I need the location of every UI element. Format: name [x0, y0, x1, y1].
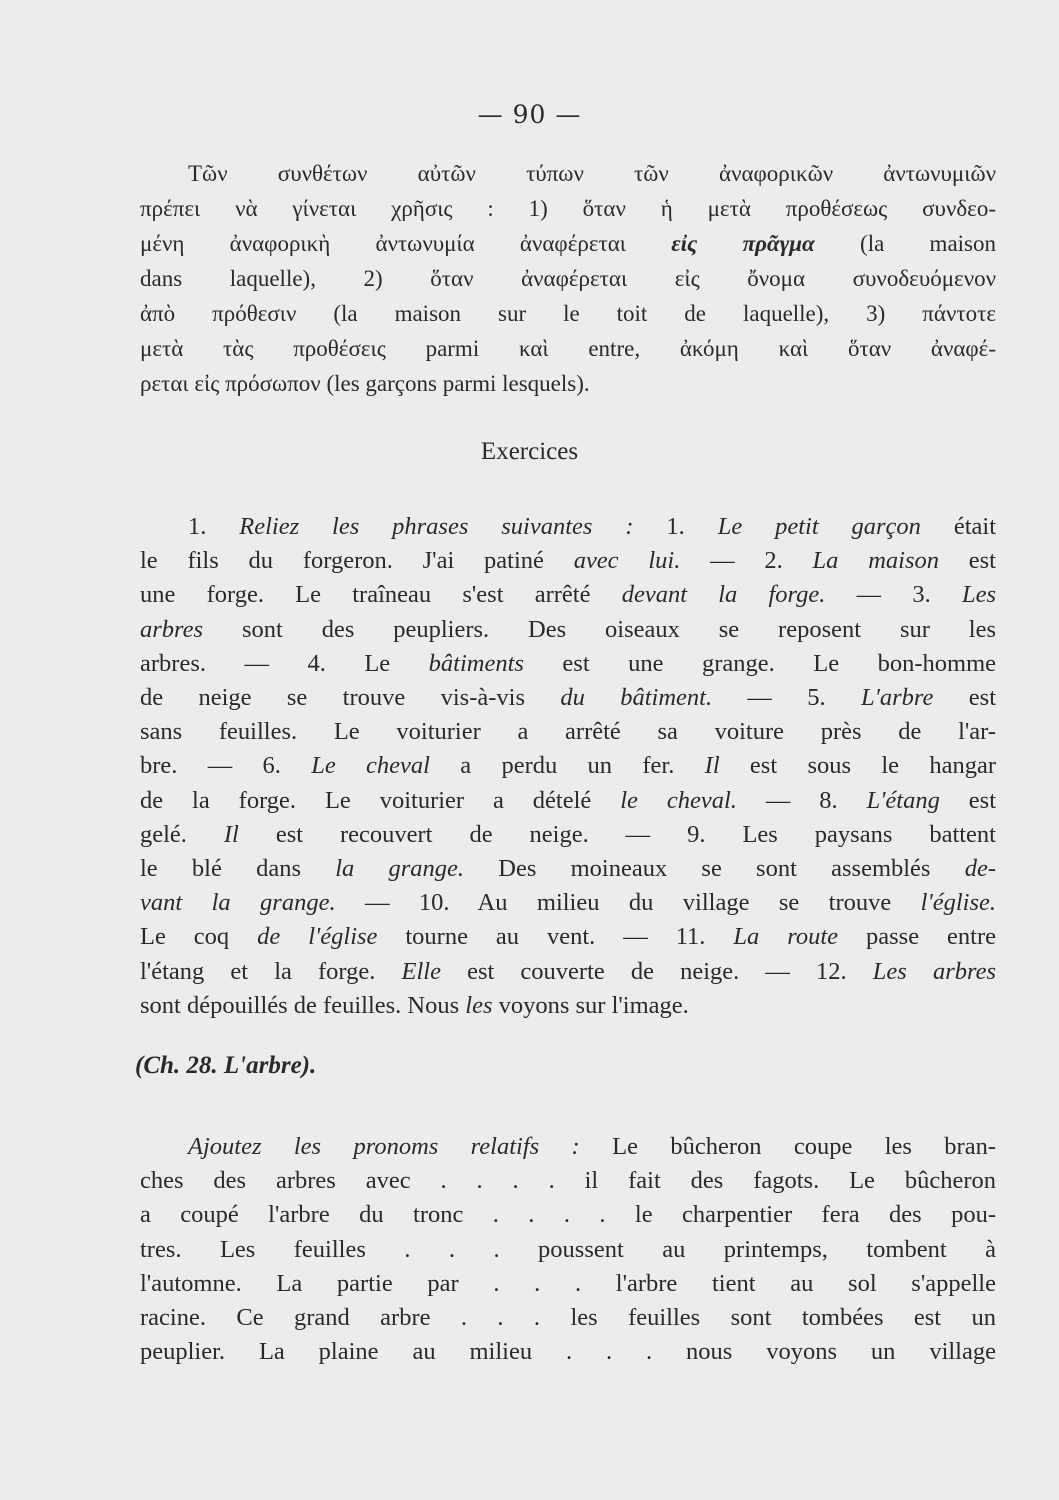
text-line: [140, 613, 996, 647]
text-span: est: [939, 786, 997, 814]
text-line: [140, 989, 996, 1023]
exercise-instruction: Reliez les phrases suivantes :: [239, 513, 634, 540]
text-line: [140, 852, 996, 886]
italic-text: Il: [223, 820, 239, 848]
text-span: le blé dans: [140, 855, 336, 883]
text-span: — 2.: [680, 547, 813, 575]
emphasis-text: εἰς πρᾶγμα: [671, 231, 815, 256]
text-line: [140, 681, 996, 715]
text-span: arbres. — 4. Le: [140, 649, 429, 677]
italic-text: L'arbre: [861, 684, 934, 712]
italic-text: Les arbres: [872, 957, 997, 985]
text-span: — 3.: [825, 581, 962, 609]
exercise-1: [140, 510, 996, 1023]
text-span: passe entre: [838, 923, 996, 951]
text-span: est une grange. Le bon-homme: [523, 649, 996, 677]
text-span: le fils du forgeron. J'ai patiné: [140, 547, 574, 575]
exercise-instruction: Ajoutez les pronoms relatifs :: [188, 1133, 580, 1160]
text-span: tourne au vent. — 11.: [377, 923, 734, 951]
text-span: bre. — 6.: [140, 752, 312, 780]
text-line: ρεται εἰς πρόσωπον (les garçons parmi lesquels).: [140, 371, 590, 396]
text-span: — 8.: [736, 786, 867, 814]
text-span: était: [920, 513, 997, 540]
italic-text: Elle: [401, 957, 441, 985]
text-line: [140, 818, 996, 852]
section-title: (Ch. 28. L'arbre).: [135, 1052, 317, 1079]
text-span: est sous le hangar: [719, 752, 996, 780]
italic-text: la grange.: [335, 855, 465, 883]
text-line: [140, 1130, 996, 1164]
italic-text: Le petit garçon: [717, 513, 921, 540]
italic-text: Il: [704, 752, 720, 780]
text-span: μένη ἀναφορικὴ ἀντωνυμία ἀναφέρεται: [140, 231, 672, 256]
exercise-number: 1.: [188, 513, 240, 540]
text-span: (la maison: [814, 231, 996, 256]
italic-text: La route: [733, 923, 839, 951]
text-span: a perdu un fer.: [429, 752, 705, 780]
page-number: — 90 —: [477, 100, 582, 129]
exercises-heading: Exercices: [480, 438, 579, 465]
text-span: Le bûcheron coupe les bran-: [579, 1133, 997, 1160]
text-line: [140, 510, 996, 544]
text-span: 1.: [633, 513, 718, 540]
italic-text: L'étang: [866, 786, 940, 814]
text-line: [140, 886, 996, 920]
text-line: [140, 544, 996, 578]
italic-text: arbres: [140, 615, 204, 643]
text-line: [140, 749, 996, 783]
italic-text: Le cheval: [311, 752, 430, 780]
italic-text: les: [465, 991, 493, 1019]
text-span: Des moineaux se sont assemblés: [464, 855, 965, 883]
text-line: tres. Les feuilles . . . poussent au printemps, tombent à: [140, 1235, 996, 1263]
text-line: sans feuilles. Le voiturier a arrêté sa voiture près de l'ar-: [140, 718, 996, 746]
text-span: de neige se trouve vis-à-vis: [140, 684, 561, 712]
text-span: est couverte de neige. — 12.: [440, 957, 873, 985]
text-span: une forge. Le traîneau s'est arrêté: [140, 581, 622, 609]
italic-text: bâtiments: [428, 649, 524, 677]
text-span: est recouvert de neige. — 9. Les paysans battent: [238, 820, 996, 848]
text-span: — 5.: [712, 684, 862, 712]
text-span: gelé.: [140, 820, 224, 848]
italic-text: le cheval.: [620, 786, 737, 814]
text-span: de la forge. Le voiturier a dételé: [140, 786, 621, 814]
text-line: [140, 156, 996, 191]
text-span: est: [933, 684, 997, 712]
text-line: [140, 784, 996, 818]
text-line: [140, 226, 996, 261]
italic-text: de-: [964, 855, 996, 883]
italic-text: avec lui.: [573, 547, 681, 575]
greek-paragraph: [140, 156, 996, 401]
text-line: peuplier. La plaine au milieu . . . nous voyons un village: [140, 1338, 996, 1366]
text-line: [140, 920, 996, 954]
text-span: voyons sur l'image.: [492, 991, 689, 1019]
text-span: l'étang et la forge.: [140, 957, 402, 985]
text-span: sont dépouillés de feuilles. Nous: [140, 991, 466, 1019]
text-span: Τῶν συνθέτων αὐτῶν τύπων τῶν ἀναφορικῶν ἀντωνυμιῶν: [188, 161, 996, 186]
italic-text: l'église.: [920, 889, 996, 917]
text-span: Le coq: [140, 923, 258, 951]
italic-text: devant la forge.: [621, 581, 826, 609]
text-span: sont des peupliers. Des oiseaux se reposent sur les: [203, 615, 996, 643]
text-line: l'automne. La partie par . . . l'arbre tient au sol s'appelle: [140, 1269, 996, 1297]
text-line: a coupé l'arbre du tronc . . . . le charpentier fera des pou-: [140, 1201, 996, 1229]
text-span: — 10. Au milieu du village se trouve: [335, 889, 921, 917]
italic-text: du bâtiment.: [560, 684, 713, 712]
text-line: racine. Ce grand arbre . . . les feuilles sont tombées est un: [140, 1304, 996, 1332]
text-line: [140, 578, 996, 612]
text-line: μετὰ τὰς προθέσεις parmi καὶ entre, ἀκόμη καὶ ὅταν ἀναφέ-: [140, 336, 996, 361]
italic-text: de l'église: [257, 923, 378, 951]
relative-pronouns-exercise: [140, 1130, 996, 1369]
text-line: dans laquelle), 2) ὅταν ἀναφέρεται εἰς ὄνομα συνοδευόμενον: [140, 266, 996, 291]
text-line: ἀπὸ πρόθεσιν (la maison sur le toit de laquelle), 3) πάντοτε: [140, 301, 996, 326]
text-line: [140, 647, 996, 681]
text-span: est: [939, 547, 996, 575]
text-line: πρέπει νὰ γίνεται χρῆσις : 1) ὅταν ἡ μετὰ προθέσεως συνδεο-: [140, 196, 996, 221]
italic-text: vant la grange.: [140, 889, 336, 917]
italic-text: La maison: [812, 547, 939, 575]
italic-text: Les: [961, 581, 997, 609]
text-line: [140, 955, 996, 989]
text-line: ches des arbres avec . . . . il fait des fagots. Le bûcheron: [140, 1167, 996, 1195]
